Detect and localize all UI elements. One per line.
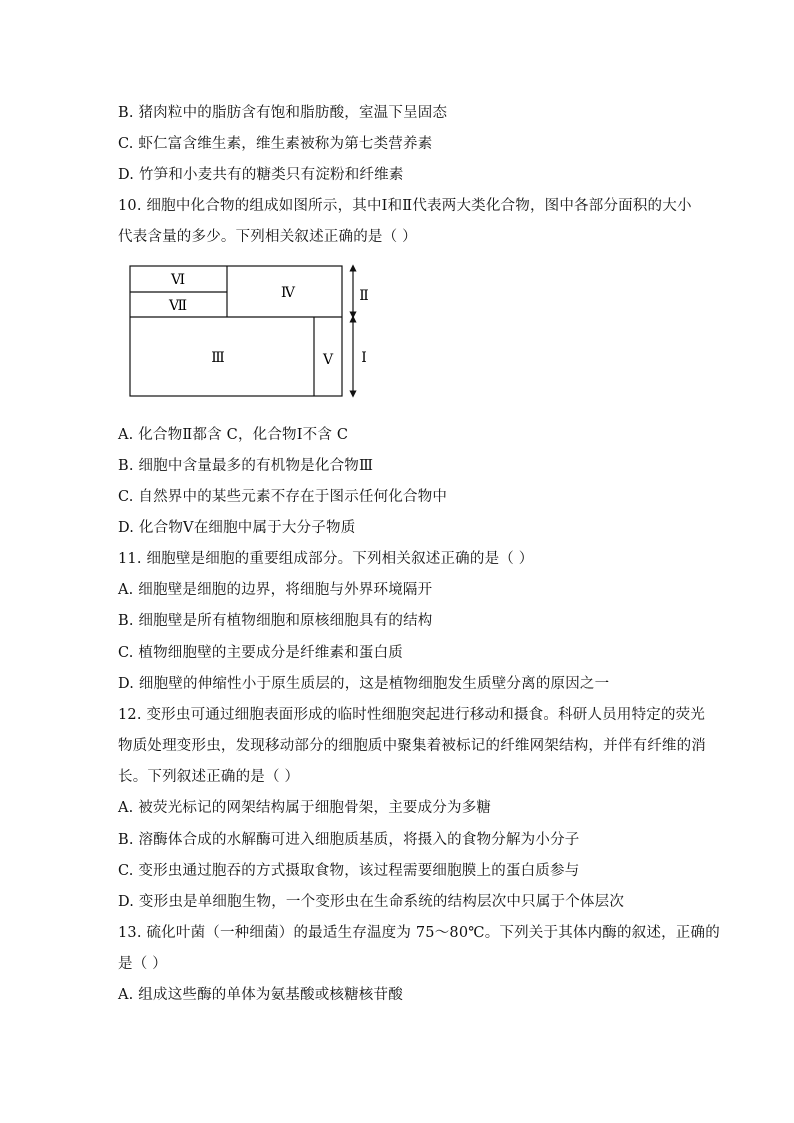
compound-composition-diagram	[118, 260, 388, 402]
q12-stem-line2: 物质处理变形虫，发现移动部分的细胞质中聚集着被标记的纤维网架结构，并伴有纤维的消	[118, 738, 706, 754]
label-v: Ⅴ	[322, 352, 334, 368]
q9-option-d: D. 竹笋和小麦共有的糖类只有淀粉和纤维素	[118, 167, 404, 183]
q10-option-c: C. 自然界中的某些元素不存在于图示任何化合物中	[118, 489, 448, 505]
q11-option-b: B. 细胞壁是所有植物细胞和原核细胞具有的结构	[118, 613, 433, 629]
q9-option-b: B. 猪肉粒中的脂肪含有饱和脂肪酸，室温下呈固态	[118, 105, 448, 121]
q13-stem-line2: 是（ ）	[118, 956, 167, 972]
q12-option-d: D. 变形虫是单细胞生物，一个变形虫在生命系统的结构层次中只属于个体层次	[118, 894, 625, 910]
q10-stem-line1: 10. 细胞中化合物的组成如图所示，其中Ⅰ和Ⅱ代表两大类化合物，图中各部分面积的大小	[118, 198, 692, 214]
label-vi: Ⅵ	[170, 272, 186, 288]
q13-stem-line1: 13. 硫化叶菌（一种细菌）的最适生存温度为 75～80℃。下列关于其体内酶的叙述，正确的	[118, 925, 720, 941]
label-iii: Ⅲ	[211, 350, 225, 366]
q11-stem: 11. 细胞壁是细胞的重要组成部分。下列相关叙述正确的是（ ）	[118, 551, 534, 567]
q10-option-d: D. 化合物Ⅴ在细胞中属于大分子物质	[118, 520, 356, 536]
q11-option-a: A. 细胞壁是细胞的边界，将细胞与外界环境隔开	[118, 582, 433, 598]
q12-option-a: A. 被荧光标记的网架结构属于细胞骨架，主要成分为多糖	[118, 800, 492, 816]
q12-stem-line3: 长。下列叙述正确的是（ ）	[118, 769, 300, 785]
q13-option-a: A. 组成这些酶的单体为氨基酸或核糖核苷酸	[118, 987, 403, 1003]
q12-stem-line1: 12. 变形虫可通过细胞表面形成的临时性细胞突起进行移动和摄食。科研人员用特定的荧光	[118, 707, 706, 723]
q10-option-b: B. 细胞中含量最多的有机物是化合物Ⅲ	[118, 458, 374, 474]
label-ii: Ⅱ	[359, 288, 369, 304]
q9-option-c: C. 虾仁富含维生素，维生素被称为第七类营养素	[118, 136, 433, 152]
q12-option-c: C. 变形虫通过胞吞的方式摄取食物，该过程需要细胞膜上的蛋白质参与	[118, 863, 580, 879]
label-i: Ⅰ	[361, 350, 367, 366]
q12-option-b: B. 溶酶体合成的水解酶可进入细胞质基质，将摄入的食物分解为小分子	[118, 832, 580, 848]
q11-option-c: C. 植物细胞壁的主要成分是纤维素和蛋白质	[118, 645, 403, 661]
q10-option-a: A. 化合物Ⅱ都含 C，化合物Ⅰ不含 C	[118, 427, 349, 443]
label-vii: Ⅶ	[168, 298, 188, 314]
label-iv: Ⅳ	[281, 285, 295, 301]
q10-stem-line2: 代表含量的多少。下列相关叙述正确的是（ ）	[118, 229, 417, 245]
q11-option-d: D. 细胞壁的伸缩性小于原生质层的，这是植物细胞发生质壁分离的原因之一	[118, 676, 610, 692]
diagram-outer-box	[130, 266, 342, 396]
